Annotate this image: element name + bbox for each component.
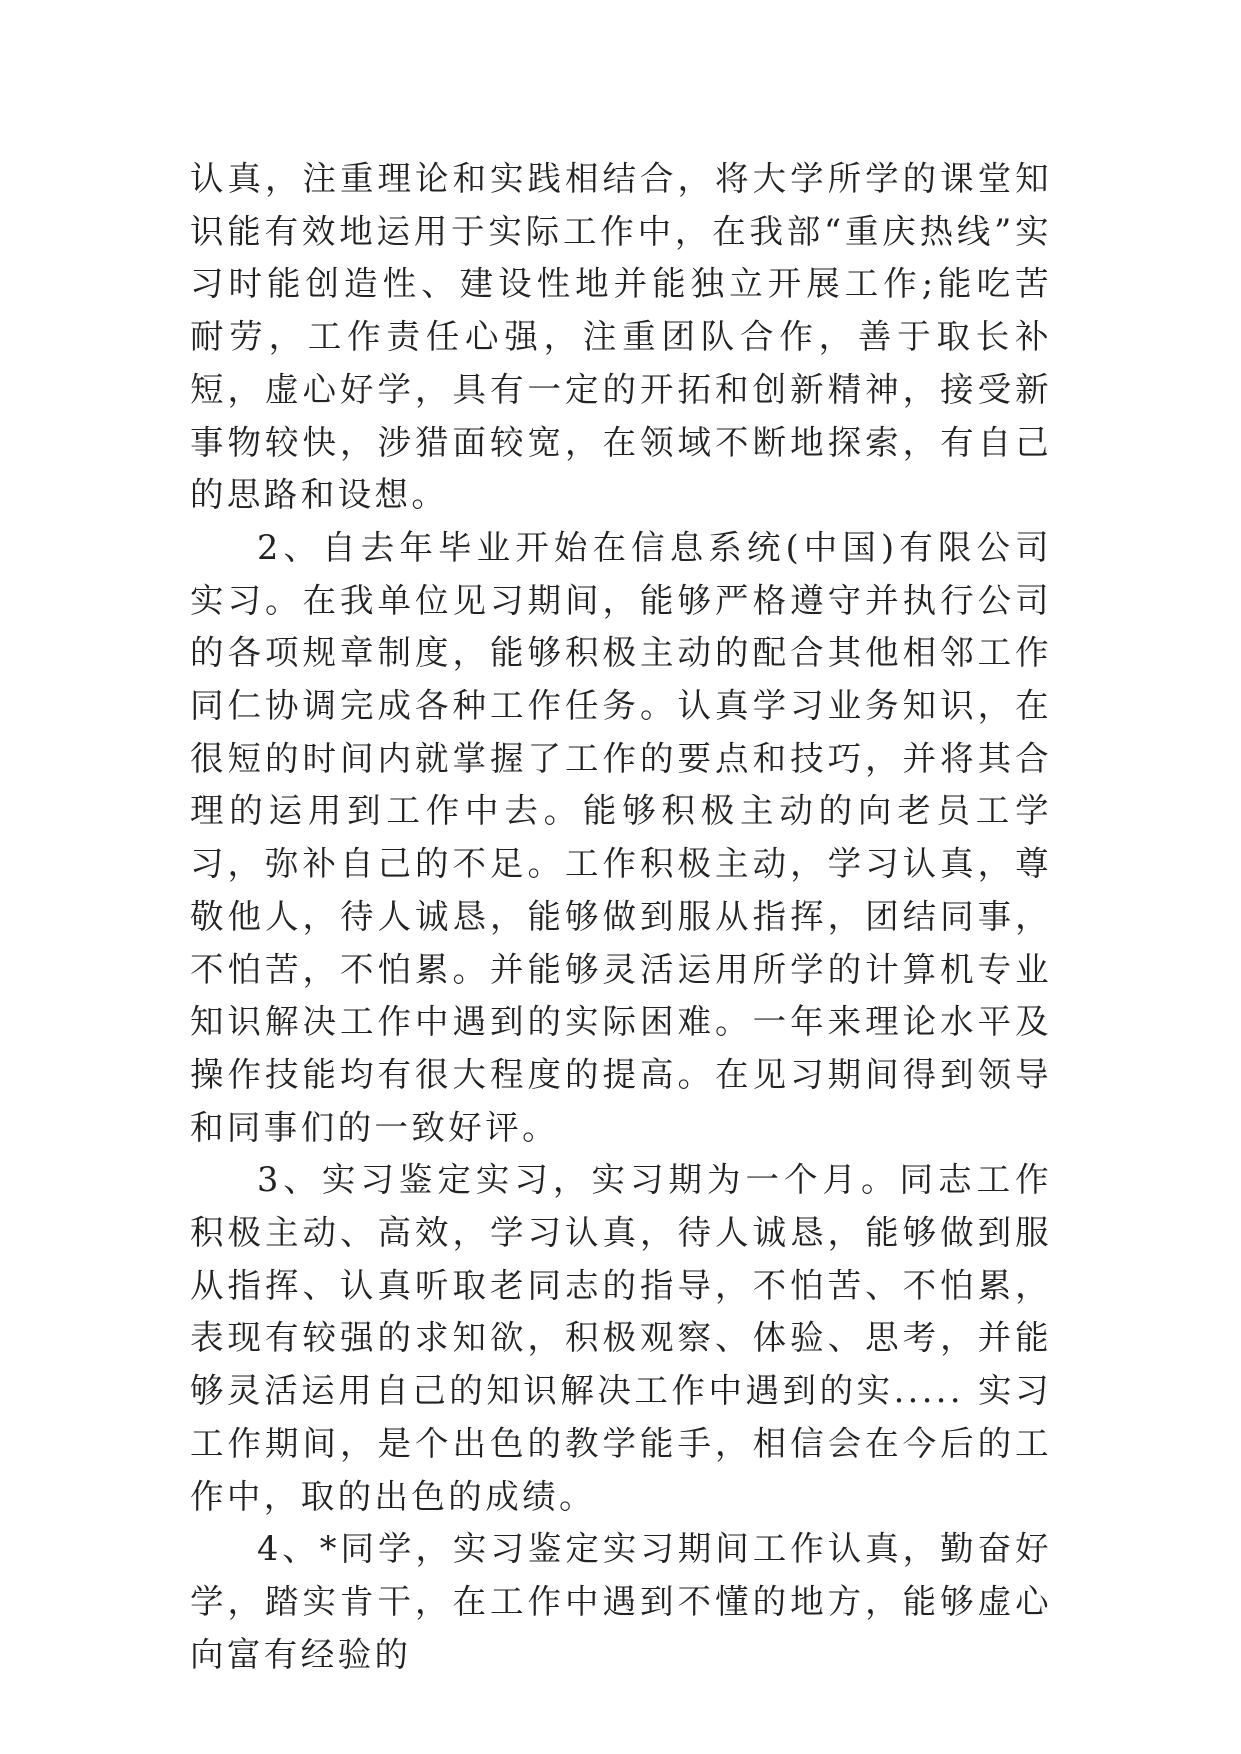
paragraph-3: 3、实习鉴定实习，实习期为一个月。同志工作积极主动、高效，学习认真，待人诚恳，能够做到服从指挥、认真听取老同志的指导，不怕苦、不怕累，表现有较强的求知欲，积极观察、体验、思考，并能够灵活运用自己的知识解决工作中遇到的实..... 实习工作期间，是个出色的教学能手，相信会在今后的工作中，取的出色的成绩。	[190, 1160, 1052, 1516]
document-body	[190, 153, 1052, 1681]
paragraph-2: 2、自去年毕业开始在信息系统(中国)有限公司实习。在我单位见习期间，能够严格遵守并执行公司的各项规章制度，能够积极主动的配合其他相邻工作同仁协调完成各种工作任务。认真学习业务知识，在很短的时间内就掌握了工作的要点和技巧，并将其合理的运用到工作中去。能够积极主动的向老员工学习，弥补自己的不足。工作积极主动，学习认真，尊敬他人，待人诚恳，能够做到服从指挥，团结同事，不怕苦，不怕累。并能够灵活运用所学的计算机专业知识解决工作中遇到的实际困难。一年来理论水平及操作技能均有很大程度的提高。在见习期间得到领导和同事们的一致好评。	[190, 527, 1052, 1147]
paragraph-4: 4、*同学，实习鉴定实习期间工作认真，勤奋好学，踏实肯干，在工作中遇到不懂的地方，能够虚心向富有经验的	[190, 1529, 1052, 1674]
paragraph-1: 认真，注重理论和实践相结合，将大学所学的课堂知识能有效地运用于实际工作中，在我部“重庆热线”实习时能创造性、建设性地并能独立开展工作;能吃苦耐劳，工作责任心强，注重团队合作，善于取长补短，虚心好学，具有一定的开拓和创新精神，接受新事物较快，涉猎面较宽，在领域不断地探索，有自己的思路和设想。	[190, 159, 1052, 515]
